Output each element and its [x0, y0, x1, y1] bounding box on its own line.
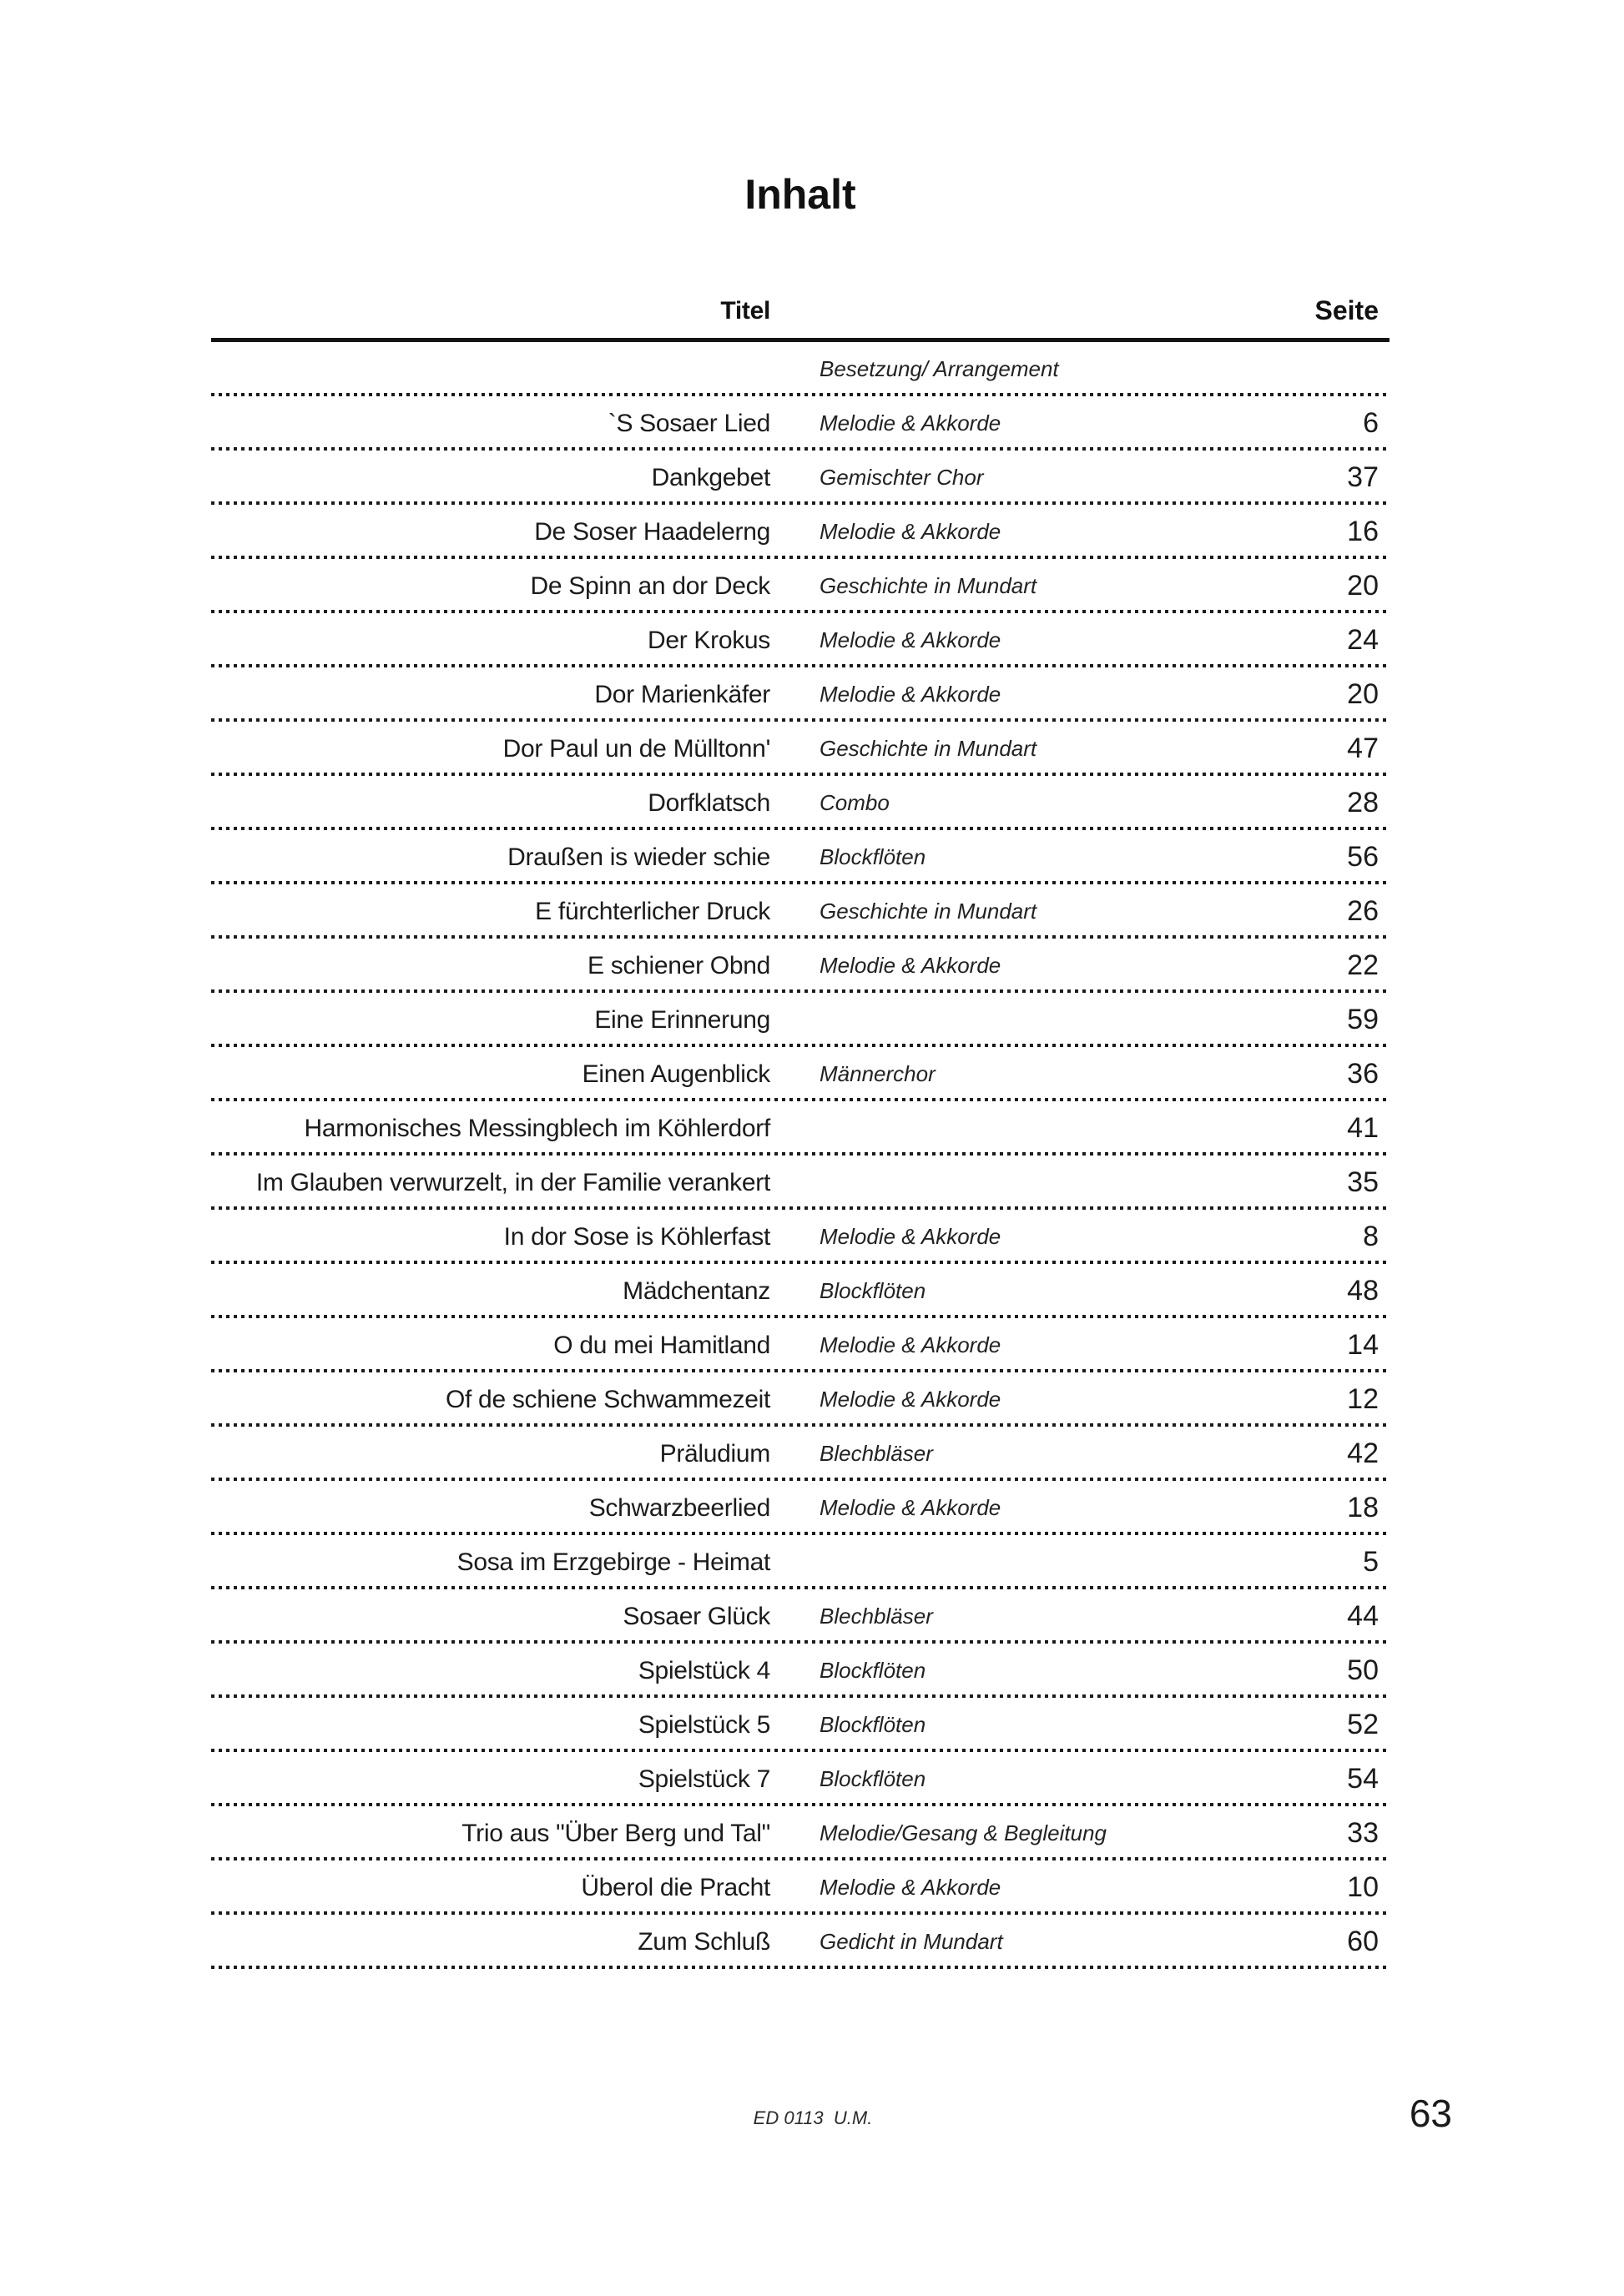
toc-row-title: Überol die Pracht: [581, 1873, 770, 1901]
toc-row-page: 60: [1347, 1926, 1379, 1957]
toc-row-arrangement: Melodie & Akkorde: [820, 1387, 1001, 1412]
toc-row: [211, 667, 1389, 722]
toc-row-arrangement: Gemischter Chor: [820, 465, 984, 490]
toc-row-page: 5: [1363, 1546, 1379, 1578]
toc-row-arrangement: Melodie & Akkorde: [820, 1332, 1001, 1357]
toc-row-arrangement: Melodie & Akkorde: [820, 953, 1001, 978]
toc-row-arrangement: Melodie/Gesang & Begleitung: [820, 1820, 1107, 1845]
toc-row: [211, 1156, 1389, 1210]
toc-row-page: 33: [1347, 1817, 1379, 1849]
toc-row-arrangement: Blockflöten: [820, 1766, 926, 1791]
toc-row: [211, 830, 1389, 884]
toc-row: [211, 939, 1389, 993]
column-header-titel: Titel: [720, 296, 770, 325]
toc-row-arrangement: Melodie & Akkorde: [820, 1224, 1001, 1249]
toc-row: [211, 993, 1389, 1047]
toc-subheader-row: [211, 342, 1389, 396]
toc-header-row: [211, 284, 1389, 342]
toc-row-page: 14: [1347, 1329, 1379, 1361]
toc-row-page: 37: [1347, 461, 1379, 493]
toc-row-arrangement: Melodie & Akkorde: [820, 519, 1001, 544]
toc-row-page: 41: [1347, 1112, 1379, 1144]
page-number: 63: [1409, 2092, 1452, 2135]
toc-row-page: 12: [1347, 1383, 1379, 1415]
toc-row-arrangement: Geschichte in Mundart: [820, 736, 1037, 761]
toc-row-title: O du mei Hamitland: [553, 1331, 770, 1359]
toc-row-title: Harmonisches Messingblech im Köhlerdorf: [304, 1114, 770, 1142]
toc-row-arrangement: Männerchor: [820, 1061, 936, 1086]
toc-row: [211, 559, 1389, 613]
toc-row-page: 22: [1347, 949, 1379, 981]
toc-row-title: Einen Augenblick: [582, 1060, 770, 1088]
toc-row: [211, 1047, 1389, 1101]
toc-rows: [211, 396, 1389, 1969]
toc-row-arrangement: Melodie & Akkorde: [820, 1495, 1001, 1520]
toc-row-arrangement: Geschichte in Mundart: [820, 899, 1037, 924]
toc-row: [211, 1915, 1389, 1969]
toc-row-page: 56: [1347, 841, 1379, 873]
toc-row-arrangement: Combo: [820, 790, 890, 815]
toc-row: [211, 1427, 1389, 1481]
toc-row: [211, 1806, 1389, 1860]
toc-row-page: 8: [1363, 1221, 1379, 1252]
toc-row: [211, 505, 1389, 559]
toc-row-page: 42: [1347, 1438, 1379, 1469]
toc-row-page: 20: [1347, 678, 1379, 710]
toc-row-title: In dor Sose is Köhlerfast: [503, 1222, 770, 1251]
toc-row-title: Im Glauben verwurzelt, in der Familie verankert: [255, 1168, 770, 1196]
toc-row-page: 50: [1347, 1654, 1379, 1686]
toc-row-page: 52: [1347, 1709, 1379, 1740]
toc-row: [211, 1481, 1389, 1535]
subheader-besetzung-arrangement: Besetzung/ Arrangement: [820, 356, 1059, 381]
page-title: Inhalt: [744, 171, 856, 218]
toc-row-title: E schiener Obnd: [588, 951, 770, 979]
toc-row-title: `S Sosaer Lied: [608, 409, 770, 437]
toc-row: [211, 722, 1389, 776]
toc-row-title: Draußen is wieder schie: [507, 843, 770, 871]
toc-row-title: Sosa im Erzgebirge - Heimat: [456, 1548, 770, 1576]
toc-row-arrangement: Blechbläser: [820, 1604, 933, 1629]
toc-row-page: 24: [1347, 624, 1379, 656]
toc-row-page: 10: [1347, 1871, 1379, 1903]
toc-row-title: Sosaer Glück: [623, 1602, 770, 1630]
toc-row-title: E fürchterlicher Druck: [535, 897, 770, 925]
toc-row-page: 16: [1347, 516, 1379, 547]
toc-row-arrangement: Blockflöten: [820, 1712, 926, 1737]
toc-row-title: Der Krokus: [647, 626, 770, 654]
toc-row-page: 18: [1347, 1492, 1379, 1523]
toc-row: [211, 1698, 1389, 1752]
toc-row-title: De Soser Haadelerng: [534, 517, 770, 546]
toc-row-arrangement: Melodie & Akkorde: [820, 682, 1001, 707]
toc-row: [211, 1210, 1389, 1264]
toc-row-title: Trio aus "Über Berg und Tal": [461, 1819, 770, 1847]
toc-row-arrangement: Geschichte in Mundart: [820, 573, 1037, 598]
toc-row-arrangement: Melodie & Akkorde: [820, 627, 1001, 652]
toc-row-arrangement: Blockflöten: [820, 1658, 926, 1683]
toc-row-page: 36: [1347, 1058, 1379, 1090]
toc-row-title: Dor Paul un de Mülltonn': [502, 734, 770, 763]
toc-row-title: De Spinn an dor Deck: [530, 571, 770, 600]
toc-row-title: Spielstück 4: [638, 1656, 770, 1684]
toc-row-arrangement: Melodie & Akkorde: [820, 410, 1001, 436]
toc-row-page: 47: [1347, 733, 1379, 764]
toc-table: [211, 284, 1389, 1969]
toc-row-title: Spielstück 5: [638, 1710, 770, 1739]
toc-row-title: Präludium: [659, 1439, 770, 1468]
toc-row: [211, 1535, 1389, 1589]
toc-row-arrangement: Blockflöten: [820, 1278, 926, 1303]
toc-row: [211, 451, 1389, 505]
toc-row-arrangement: Blechbläser: [820, 1441, 933, 1466]
toc-row-title: Dor Marienkäfer: [594, 680, 770, 708]
toc-row-page: 26: [1347, 895, 1379, 927]
toc-row-title: Mädchentanz: [623, 1276, 770, 1305]
toc-row-arrangement: Gedicht in Mundart: [820, 1929, 1003, 1954]
edition-mark: ED 0113 U.M.: [753, 2107, 873, 2128]
toc-row-title: Spielstück 7: [638, 1765, 770, 1793]
toc-row: [211, 1372, 1389, 1427]
toc-row: [211, 1589, 1389, 1644]
toc-row-page: 44: [1347, 1600, 1379, 1632]
toc-row: [211, 884, 1389, 939]
toc-row-arrangement: Melodie & Akkorde: [820, 1875, 1001, 1900]
toc-row-title: Schwarzbeerlied: [588, 1493, 770, 1522]
toc-row-page: 28: [1347, 787, 1379, 818]
toc-row-page: 54: [1347, 1763, 1379, 1795]
toc-row-page: 59: [1347, 1004, 1379, 1035]
toc-row-page: 35: [1347, 1166, 1379, 1198]
toc-row: [211, 1101, 1389, 1156]
toc-row: [211, 396, 1389, 451]
toc-row: [211, 613, 1389, 667]
toc-row-title: Dankgebet: [651, 463, 770, 491]
column-header-seite: Seite: [1314, 295, 1379, 325]
toc-row-title: Of de schiene Schwammezeit: [445, 1385, 770, 1413]
toc-row: [211, 776, 1389, 830]
toc-row-title: Dorfklatsch: [648, 788, 770, 817]
toc-row: [211, 1752, 1389, 1806]
toc-row: [211, 1860, 1389, 1915]
toc-row: [211, 1264, 1389, 1318]
toc-row: [211, 1644, 1389, 1698]
toc-row-title: Eine Erinnerung: [594, 1005, 770, 1034]
toc-row-page: 48: [1347, 1275, 1379, 1307]
toc-row-title: Zum Schluß: [638, 1927, 770, 1956]
toc-row-page: 6: [1363, 407, 1379, 439]
toc-row-arrangement: Blockflöten: [820, 844, 926, 869]
toc-row-page: 20: [1347, 570, 1379, 602]
toc-row: [211, 1318, 1389, 1372]
